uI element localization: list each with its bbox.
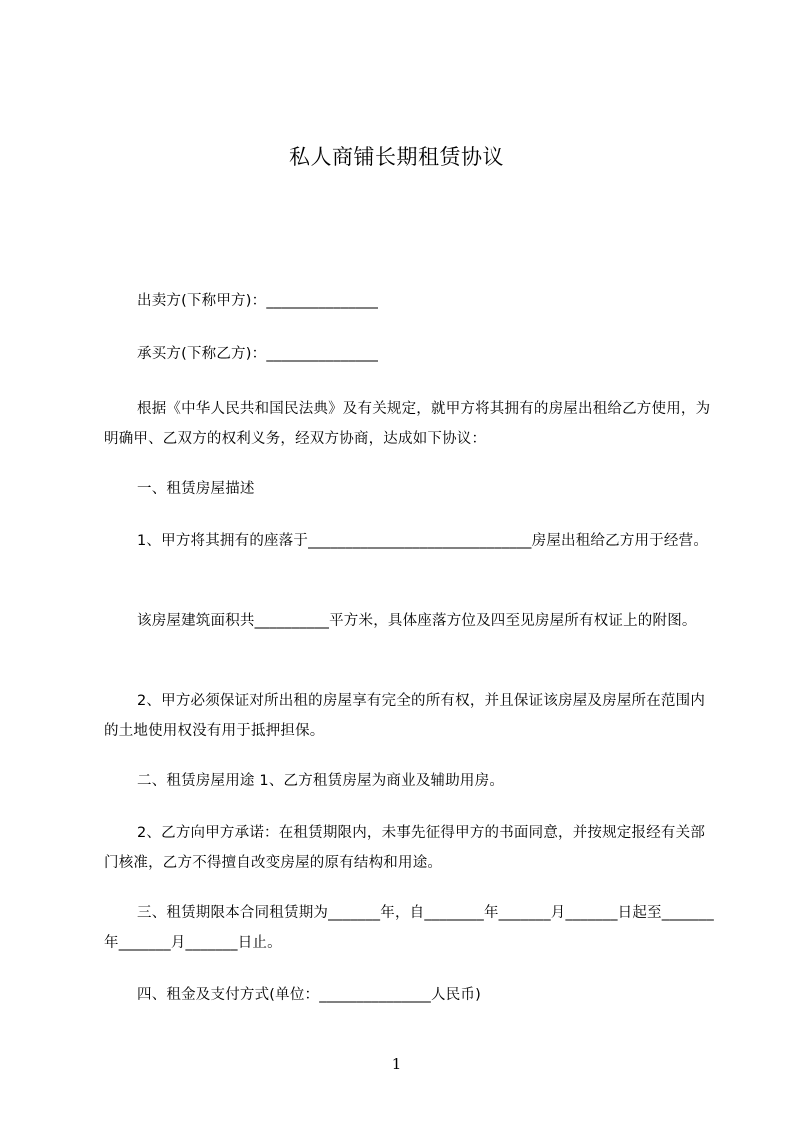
section-1-heading: 一、租赁房屋描述 (137, 481, 255, 497)
section-4: 四、租金及支付方式(单位：_______________人民币) (137, 987, 481, 1003)
intro-paragraph: 根据《中华人民共和国民法典》及有关规定，就甲方将其拥有的房屋出租给乙方使用，为明确甲、乙双方的权利义务，经双方协商，达成如下协议： (104, 401, 711, 447)
buyer-line: 承买方(下称乙方)：_______________ (137, 346, 379, 362)
clause-2-2: 2、乙方向甲方承诺：在租赁期限内，未事先征得甲方的书面同意，并按规定报经有关部门核准，乙方不得擅自改变房屋的原有结构和用途。 (104, 825, 706, 871)
clause-1-2: 2、甲方必须保证对所出租的房屋享有完全的所有权，并且保证该房屋及房屋所在范围内的土地使用权没有用于抵押担保。 (104, 693, 706, 739)
section-3: 三、租赁期限本合同租赁期为_______年，自________年_______月_______日起至_______年_______月_______日止。 (104, 905, 714, 951)
clause-1-1: 1、甲方将其拥有的座落于______________________________房屋出租给乙方用于经营。 (137, 533, 709, 549)
seller-line: 出卖方(下称甲方)：_______________ (137, 293, 379, 309)
section-2: 二、租赁房屋用途 1、乙方租赁房屋为商业及辅助用房。 (137, 773, 505, 789)
page-number: 1 (391, 1055, 402, 1073)
clause-1-area: 该房屋建筑面积共__________平方米，具体座落方位及四至见房屋所有权证上的附图。 (137, 613, 697, 629)
document-title: 私人商铺长期租赁协议 (289, 145, 504, 169)
